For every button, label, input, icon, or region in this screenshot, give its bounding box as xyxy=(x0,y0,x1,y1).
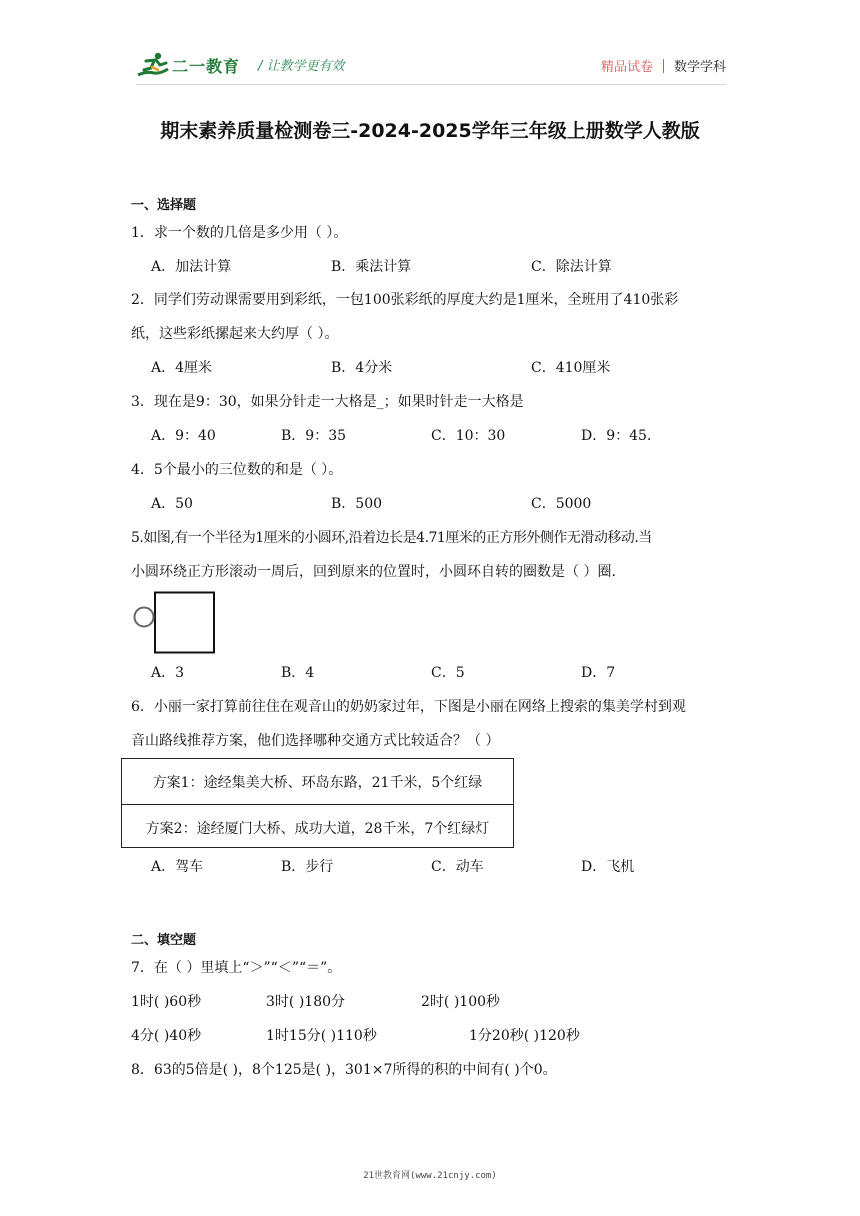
question-8: 8．63的5倍是( )，8个125是( )，301×7所得的积的中间有( )个0。 xyxy=(131,1062,557,1078)
question-2-line-1: 2．同学们劳动课需要用到彩纸，一包100张彩纸的厚度大约是1厘米，全班用了410张彩 xyxy=(131,292,679,308)
question-3: 3．现在是9：30，如果分针走一大格是_；如果时针走一大格是 xyxy=(131,394,524,410)
q3-option-b: B．9：35 xyxy=(281,428,347,444)
q4-option-c: C．5000 xyxy=(531,496,592,512)
question-6-line-1: 6．小丽一家打算前往住在观音山的奶奶家过年，下图是小丽在网络上搜索的集美学村到观 xyxy=(131,699,686,715)
page-header xyxy=(136,50,726,80)
q3-option-a: A．9：40 xyxy=(151,428,216,444)
question-7: 7．在（ ）里填上“＞”“＜”“＝”。 xyxy=(131,960,342,976)
q2-option-a: A．4厘米 xyxy=(151,360,213,376)
question-5-line-1: 5.如图,有一个半径为1厘米的小圆环,沿着边长是4.71厘米的正方形外侧作无滑动移动.当 xyxy=(131,530,652,546)
q6-option-d: D．飞机 xyxy=(581,859,635,875)
q5-option-a: A．3 xyxy=(151,665,185,681)
question-2-line-2: 纸，这些彩纸摞起来大约厚（ ）。 xyxy=(131,326,339,342)
logo xyxy=(136,50,240,80)
q5-option-d: D．7 xyxy=(581,665,616,681)
q7-row2-item2: 1时15分( )110秒 xyxy=(266,1028,377,1044)
tag-subject: 数学学科 xyxy=(673,60,726,75)
q5-option-b: B．4 xyxy=(281,665,315,681)
q3-option-c: C．10：30 xyxy=(431,428,506,444)
q6-option-b: B．步行 xyxy=(281,859,334,875)
page-title: 期末素养质量检测卷三-2024-2025学年三年级上册数学人教版 xyxy=(160,120,700,142)
section-heading-choice: 一、选择题 xyxy=(131,198,197,213)
header-divider xyxy=(136,84,726,85)
q7-row2-item3: 1分20秒( )120秒 xyxy=(469,1028,580,1044)
q7-row1-item2: 3时( )180分 xyxy=(266,994,346,1010)
route-plan-table xyxy=(121,758,514,848)
q2-option-c: C．410厘米 xyxy=(531,360,611,376)
q6-option-a: A．驾车 xyxy=(151,859,204,875)
slogan: / 让教学更有效 xyxy=(258,59,345,74)
tag-premium-paper: 精品试卷 xyxy=(600,60,653,75)
section-heading-fill: 二、填空题 xyxy=(131,933,197,948)
q1-option-c: C．除法计算 xyxy=(531,259,612,275)
q1-option-b: B．乘法计算 xyxy=(331,259,412,275)
runner-logo-icon xyxy=(136,51,170,79)
question-5-line-2: 小圆环绕正方形滚动一周后，回到原来的位置时，小圆环自转的圈数是（ ）圈. xyxy=(131,564,616,580)
q6-option-c: C．动车 xyxy=(431,859,484,875)
page-footer: 21世教育网(www.21cnjy.com) xyxy=(363,1171,497,1181)
logo-text: 二一教育 xyxy=(172,56,241,76)
question-4: 4．5个最小的三位数的和是（ ）。 xyxy=(131,462,343,478)
route-plan-1: 方案1：途经集美大桥、环岛东路，21千米，5个红绿 xyxy=(152,774,483,791)
q3-option-d: D．9：45． xyxy=(581,428,661,444)
q1-option-a: A．加法计算 xyxy=(151,259,232,275)
q7-row1-item3: 2时( )100秒 xyxy=(421,994,501,1010)
route-plan-2: 方案2：途经厦门大桥、成功大道，28千米，7个红绿灯 xyxy=(122,804,513,850)
q7-row1-item1: 1时( )60秒 xyxy=(131,994,202,1010)
circle-square-figure xyxy=(133,591,217,655)
question-6-line-2: 音山路线推荐方案，他们选择哪种交通方式比较适合？（ ） xyxy=(131,733,500,749)
q7-row2-item1: 4分( )40秒 xyxy=(131,1028,202,1044)
tag-divider xyxy=(663,59,664,73)
q2-option-b: B．4分米 xyxy=(331,360,393,376)
question-1: 1．求一个数的几倍是多少用（ ）。 xyxy=(131,225,348,241)
q4-option-a: A．50 xyxy=(151,496,193,512)
header-tags xyxy=(601,56,726,75)
q5-option-c: C．5 xyxy=(431,665,465,681)
q4-option-b: B．500 xyxy=(331,496,383,512)
